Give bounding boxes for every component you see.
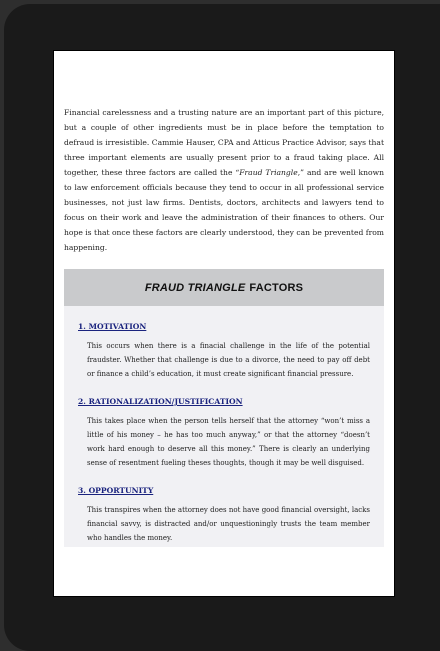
box-title-rest: FACTORS [249,281,304,294]
section-title-motivation[interactable]: 1. MOTIVATION [78,322,147,331]
intro-text-end: ,” and are well known to law enforcement officials because they tend to occur in all professional service businesses, not just law firms. Dentists, doctors, architects and lawyers tend to focus on their work and leave the administration of their finances to others. Our hope is that once these factors are clearly understood, they can be prevented from happening. [64,168,384,252]
section-title-opportunity[interactable]: 3. OPPORTUNITY [78,486,154,495]
intro-paragraph [64,105,384,255]
intro-text-start: Financial carelessness and a trusting nature are an important part of this picture, but a couple of other ingredients must be in place before the temptation to defraud is irresistible. Cammie Hauser, CPA and Atticus Practice Advisor, says that three important elements are usually present prior to a fraud taking place. All together, these three factors are called the “ [64,108,384,177]
fraud-triangle-box [64,269,384,547]
section-body-rationalization: This takes place when the person tells herself that the attorney “won’t miss a little of his money – he has too much anyway,” or that the attorney “doesn’t work hard enough to deserve all this money.” There is clearly an underlying sense of resentment fueling theses thoughts, though it may be well disguised. [87,417,370,467]
intro-text-emphasis: Fraud Triangle [239,168,298,177]
box-title-emphasis: FRAUD TRIANGLE [144,281,246,294]
box-title [64,269,384,306]
section-title-rationalization[interactable]: 2. RATIONALIZATION/JUSTIFICATION [78,397,243,406]
section-body-opportunity: This transpires when the attorney does not have good financial oversight, lacks financial savvy, is distracted and/or unquestioningly trusts the team member who handles the money. [87,506,370,542]
section-body-motivation: This occurs when there is a finacial challenge in the life of the potential fraudster. Whether that challenge is due to a divorce, the need to pay off debt or finance a child’s education, it must create significant financial pressure. [87,342,370,378]
document-page [53,50,395,597]
